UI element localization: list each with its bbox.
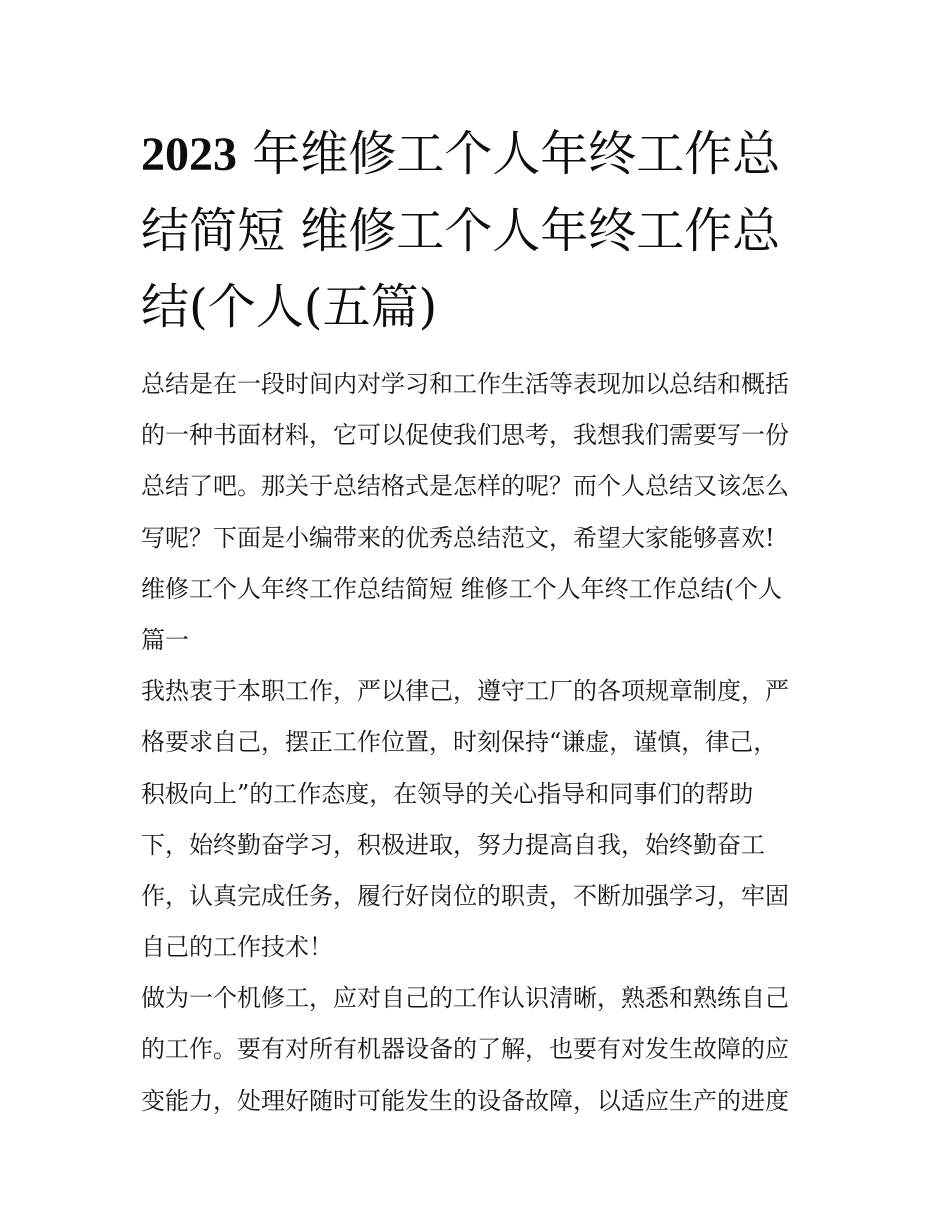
paragraph-line: 自己的工作技术！: [141, 933, 333, 962]
paragraph-line: 下，始终勤奋学习，积极进取，努力提高自我，始终勤奋工: [141, 830, 765, 859]
section-heading-line: 篇一: [141, 625, 189, 654]
paragraph-intro: [141, 359, 816, 564]
paragraph-line: 作，认真完成任务，履行好岗位的职责，不断加强学习，牢固: [141, 881, 789, 910]
title-line-1: [141, 116, 816, 193]
paragraph-line: 我热衷于本职工作，严以律己，遵守工厂的各项规章制度，严: [141, 677, 789, 706]
paragraph-line: 的一种书面材料，它可以促使我们思考，我想我们需要写一份: [141, 421, 789, 450]
paragraph-line: 积极向上”的工作态度，在领导的关心指导和同事们的帮助: [141, 779, 754, 808]
paragraph-line: 做为一个机修工，应对自己的工作认识清晰，熟悉和熟练自己: [141, 984, 789, 1013]
title-line-1-text: 年维修工个人年终工作总: [237, 126, 781, 182]
document-body: [141, 359, 816, 1127]
paragraph-line: 总结了吧。那关于总结格式是怎样的呢？而个人总结又该怎么: [141, 472, 789, 501]
title-line-3: 结(个人(五篇): [141, 279, 438, 335]
paragraph-line: 变能力，处理好随时可能发生的设备故障，以适应生产的进度: [141, 1086, 789, 1115]
section-heading-line: 维修工个人年终工作总结简短 维修工个人年终工作总结(个人: [141, 574, 782, 603]
paragraph-mechanic-role: [141, 973, 816, 1127]
paragraph-work-attitude: [141, 666, 816, 973]
document-content: [141, 116, 816, 1127]
section-heading: [141, 564, 816, 666]
title-line-2: 结简短 维修工个人年终工作总: [141, 203, 781, 259]
paragraph-line: 格要求自己，摆正工作位置，时刻保持“谦虚，谨慎，律己，: [141, 728, 778, 757]
document-title: [141, 116, 816, 345]
paragraph-line: 的工作。要有对所有机器设备的了解，也要有对发生故障的应: [141, 1035, 789, 1064]
paragraph-line: 写呢？下面是小编带来的优秀总结范文，希望大家能够喜欢!: [141, 523, 775, 552]
title-year: 2023: [141, 128, 237, 181]
paragraph-line: 总结是在一段时间内对学习和工作生活等表现加以总结和概括: [141, 370, 789, 398]
